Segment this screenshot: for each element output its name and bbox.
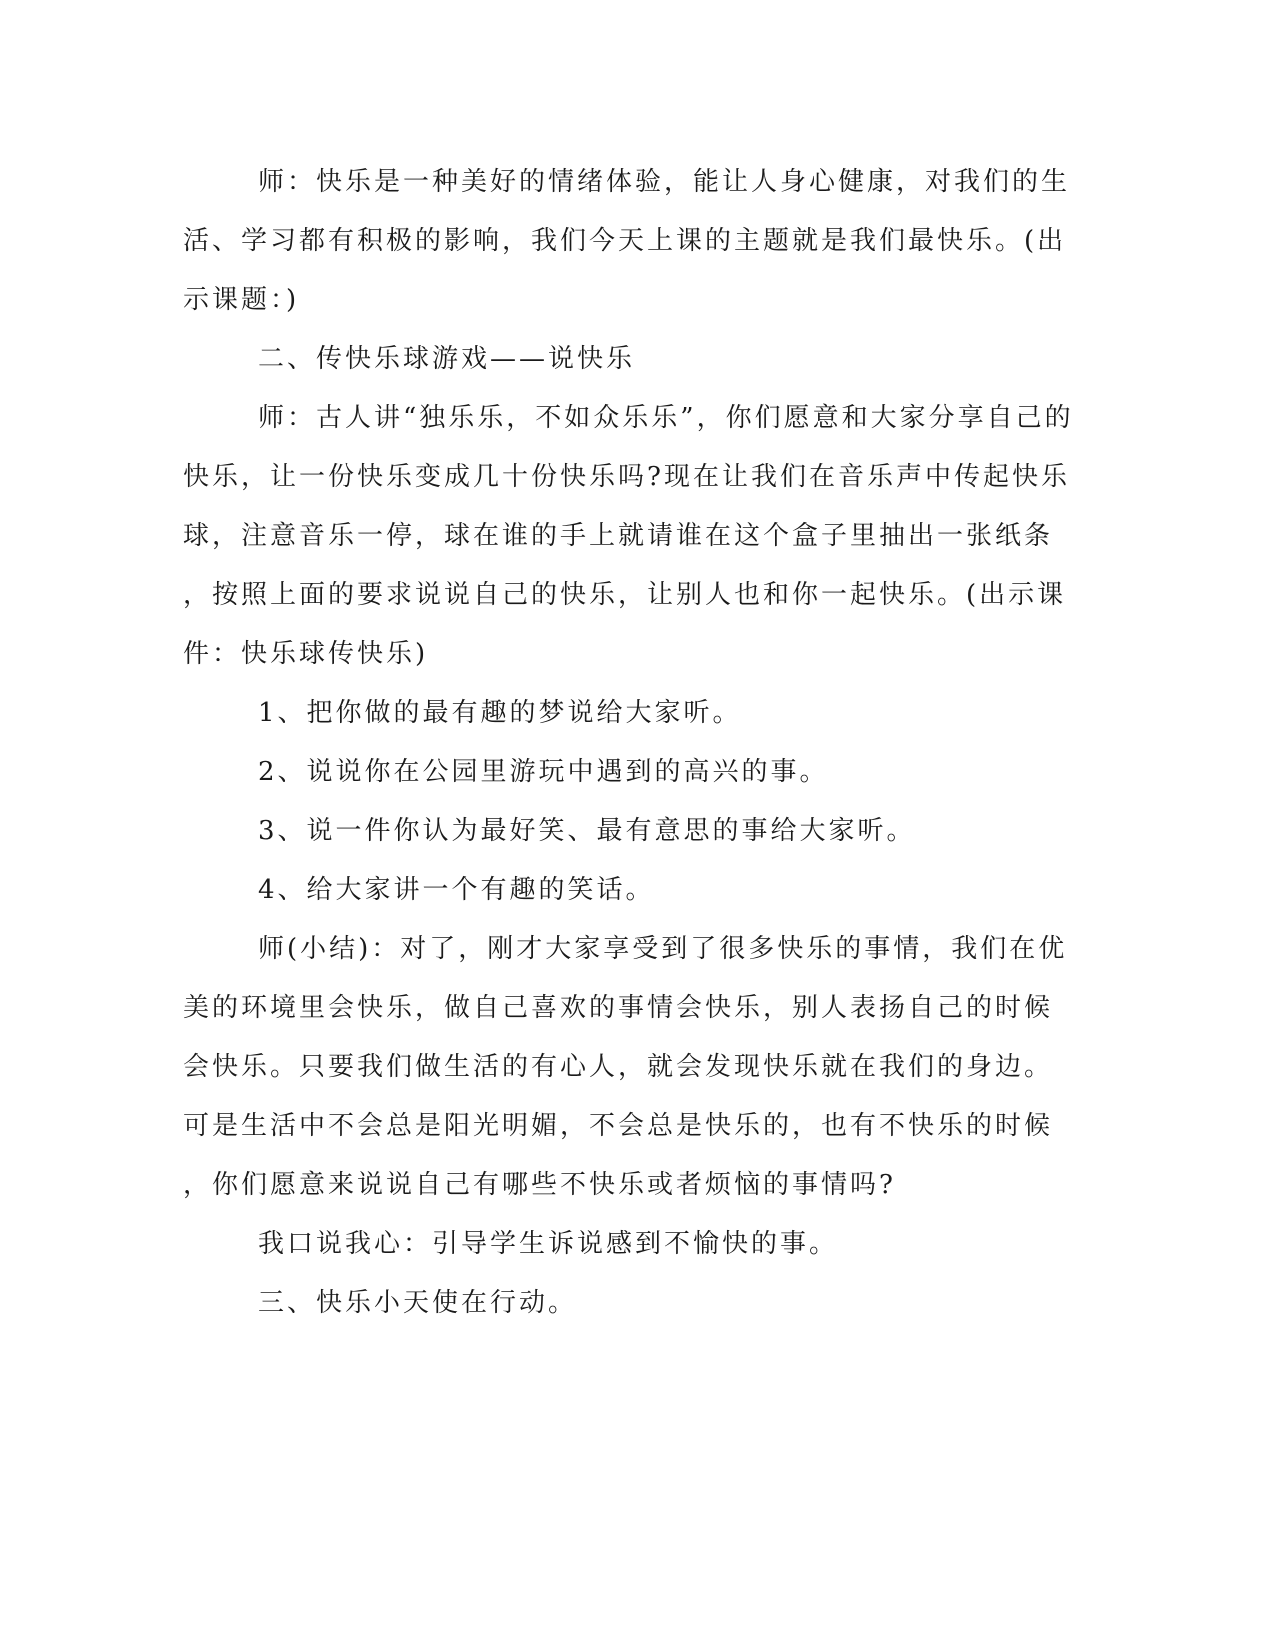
paragraph-line: 会快乐。只要我们做生活的有心人，就会发现快乐就在我们的身边。 — [183, 1052, 1054, 1082]
list-item: 1、把你做的最有趣的梦说给大家听。 — [258, 698, 742, 728]
paragraph-line: ，你们愿意来说说自己有哪些不快乐或者烦恼的事情吗? — [183, 1170, 896, 1200]
list-item: 2、说说你在公园里游玩中遇到的高兴的事。 — [258, 757, 829, 787]
section-heading: 二、传快乐球游戏——说快乐 — [258, 344, 636, 374]
paragraph-line: 球，注意音乐一停，球在谁的手上就请谁在这个盒子里抽出一张纸条 — [183, 521, 1054, 551]
paragraph-line: 我口说我心：引导学生诉说感到不愉快的事。 — [258, 1229, 839, 1259]
paragraph-line: 快乐，让一份快乐变成几十份快乐吗?现在让我们在音乐声中传起快乐 — [183, 462, 1070, 492]
paragraph-line: 师：古人讲“独乐乐，不如众乐乐”，你们愿意和大家分享自己的 — [258, 403, 1074, 433]
paragraph-line: 师：快乐是一种美好的情绪体验，能让人身心健康，对我们的生 — [258, 167, 1071, 197]
paragraph-line: 活、学习都有积极的影响，我们今天上课的主题就是我们最快乐。(出 — [183, 226, 1067, 256]
paragraph-line: 示课题：) — [183, 285, 300, 315]
list-item: 4、给大家讲一个有趣的笑话。 — [258, 875, 655, 905]
paragraph-line: 师(小结)：对了，刚才大家享受到了很多快乐的事情，我们在优 — [258, 934, 1068, 964]
paragraph-line: 可是生活中不会总是阳光明媚，不会总是快乐的，也有不快乐的时候 — [183, 1111, 1054, 1141]
paragraph-line: 件：快乐球传快乐) — [183, 639, 429, 669]
paragraph-line: ，按照上面的要求说说自己的快乐，让别人也和你一起快乐。(出示课 — [183, 580, 1067, 610]
paragraph-line: 美的环境里会快乐，做自己喜欢的事情会快乐，别人表扬自己的时候 — [183, 993, 1054, 1023]
list-item: 3、说一件你认为最好笑、最有意思的事给大家听。 — [258, 816, 916, 846]
section-heading: 三、快乐小天使在行动。 — [258, 1288, 578, 1318]
